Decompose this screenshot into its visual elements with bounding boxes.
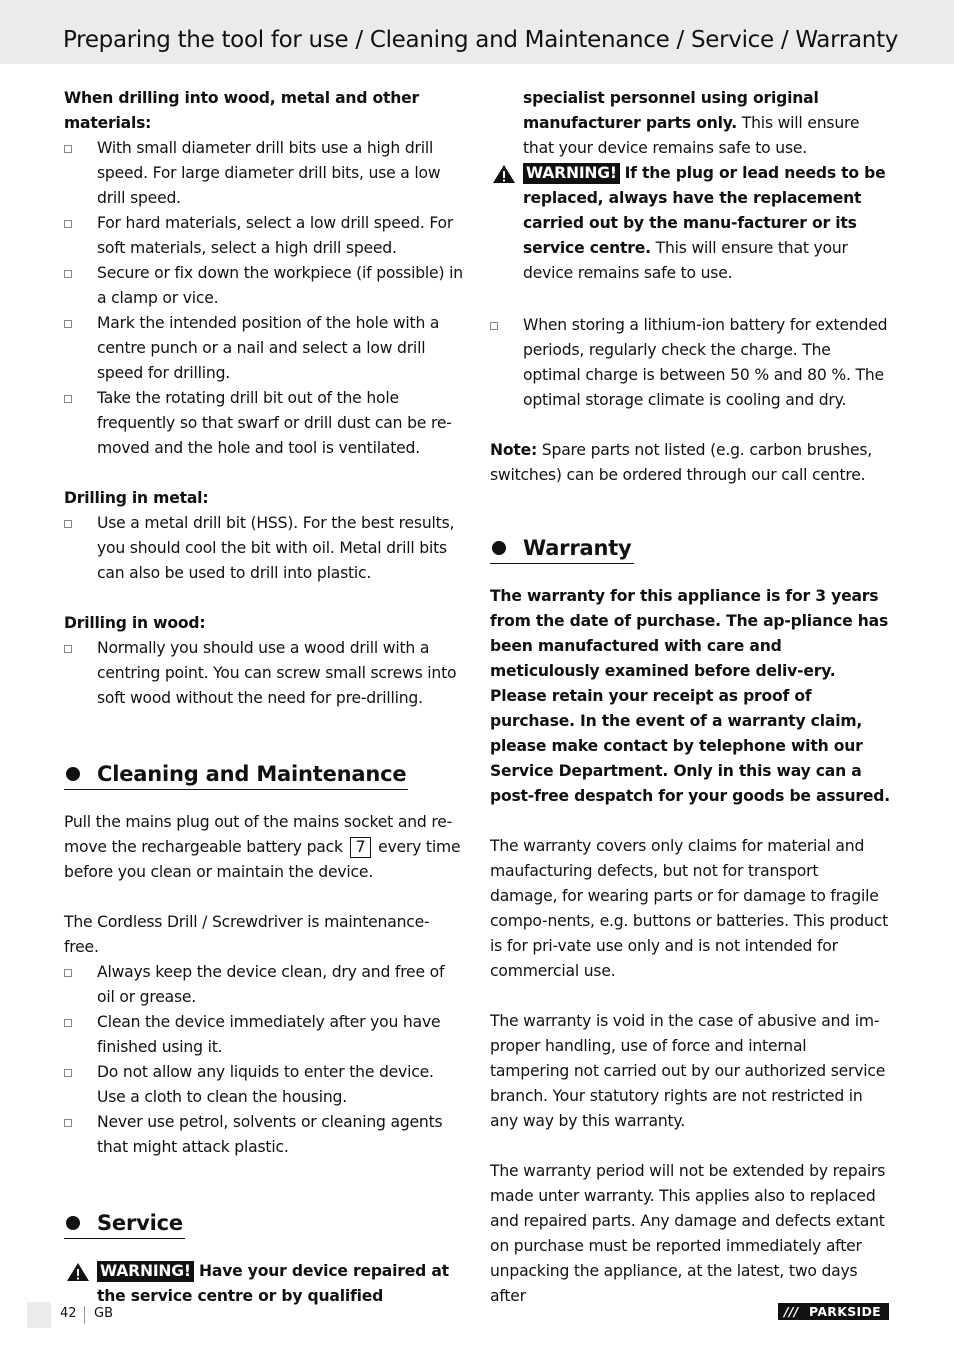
cleaning-paragraph: Pull the mains plug out of the mains socket and re-move the rechargeable battery pack 7 every time before you clean or maintain the device. xyxy=(64,813,461,881)
list-item: Normally you should use a wood drill with a centring point. You can screw small screws into soft wood without the need for pre-drilling. xyxy=(64,636,464,711)
page-number: 42 xyxy=(60,1306,77,1321)
checkbox-bullet-icon xyxy=(64,645,72,653)
checkbox-bullet-icon xyxy=(64,969,72,977)
storage-list xyxy=(490,313,890,413)
checkbox-bullet-icon xyxy=(64,1069,72,1077)
service-section-title: Service xyxy=(64,1208,185,1239)
metal-list xyxy=(64,511,464,586)
bullet-dot-icon xyxy=(492,541,506,555)
right-column xyxy=(490,86,890,1309)
warranty-section-title: Warranty xyxy=(490,533,634,564)
left-column xyxy=(64,86,464,1309)
list-item: For hard materials, select a low drill speed. For soft materials, select a high drill speed. xyxy=(64,211,464,261)
logo-stripes: /// xyxy=(784,1304,799,1319)
drilling-list xyxy=(64,136,464,461)
cleaning-section-title: Cleaning and Maintenance xyxy=(64,759,408,790)
checkbox-bullet-icon xyxy=(64,270,72,278)
list-item: Always keep the device clean, dry and free of oil or grease. xyxy=(64,960,464,1010)
bullet-dot-icon xyxy=(66,1216,80,1230)
page-title: Preparing the tool for use / Cleaning and Maintenance / Service / Warranty xyxy=(63,27,899,53)
list-item: Use a metal drill bit (HSS). For the best results, you should cool the bit with oil. Metal drill bits can also be used to drill into plastic. xyxy=(64,511,464,586)
checkbox-bullet-icon xyxy=(64,1119,72,1127)
checkbox-bullet-icon xyxy=(64,145,72,153)
language-code: GB xyxy=(94,1306,113,1321)
brand-logo xyxy=(778,1303,889,1320)
bullet-dot-icon xyxy=(66,767,80,781)
footer-tab xyxy=(27,1302,51,1328)
list-item: When storing a lithium-ion battery for extended periods, regularly check the charge. The optimal charge is between 50 % and 80 %. The optimal storage climate is cooling and dry. xyxy=(490,313,890,413)
warranty-paragraph-1: The warranty covers only claims for material and maufacturing defects, but not for transport damage, for wearing parts or for damage to fragile compo-nents, e.g. buttons or batteries. This product is for pri-vate use only and is not intended for commercial use. xyxy=(490,837,889,980)
note-paragraph: Note: Spare parts not listed (e.g. carbon brushes, switches) can be ordered through our call centre. xyxy=(490,441,873,484)
list-item: Do not allow any liquids to enter the device. Use a cloth to clean the housing. xyxy=(64,1060,464,1110)
checkbox-bullet-icon xyxy=(64,220,72,228)
list-item: With small diameter drill bits use a high drill speed. For large diameter drill bits, use a low drill speed. xyxy=(64,136,464,211)
part-reference-badge: 7 xyxy=(350,837,372,858)
list-item: Take the rotating drill bit out of the hole frequently so that swarf or drill dust can be re-moved and the hole and tool is ventilated. xyxy=(64,386,464,461)
service-continuation: specialist personnel using original manufacturer parts only. This will ensure that your device remains safe to use. xyxy=(523,89,860,157)
checkbox-bullet-icon xyxy=(490,322,498,330)
plug-warning: WARNING! If the plug or lead needs to be replaced, always have the replacement carried out by the manu-facturer or its service centre. This will ensure that your device remains safe to use. xyxy=(490,161,890,286)
checkbox-bullet-icon xyxy=(64,395,72,403)
warning-triangle-icon xyxy=(492,164,516,184)
service-warning: WARNING! Have your device repaired at the service centre or by qualified xyxy=(64,1259,464,1309)
page-header xyxy=(0,0,954,64)
cleaning-list xyxy=(64,960,464,1160)
list-item: Secure or fix down the workpiece (if possible) in a clamp or vice. xyxy=(64,261,464,311)
list-item: Never use petrol, solvents or cleaning agents that might attack plastic. xyxy=(64,1110,464,1160)
checkbox-bullet-icon xyxy=(64,320,72,328)
warning-label: WARNING! xyxy=(97,1261,194,1282)
list-item: Mark the intended position of the hole with a centre punch or a nail and select a low drill speed for drilling. xyxy=(64,311,464,386)
list-item: Clean the device immediately after you have finished using it. xyxy=(64,1010,464,1060)
warranty-paragraph-2: The warranty is void in the case of abusive and im-proper handling, use of force and internal tampering not carried out by our authorized service branch. Your statutory rights are not restricted in any way by this warranty. xyxy=(490,1012,886,1130)
drilling-heading: When drilling into wood, metal and other materials: xyxy=(64,89,420,132)
logo-text: PARKSIDE xyxy=(809,1304,881,1319)
warranty-bold-paragraph: The warranty for this appliance is for 3 years from the date of purchase. The ap-pliance has been manufactured with care and meticulously examined before deliv-ery. Please retain your receipt as proof of purchase. In the event of a warranty claim, please make contact by telephone with our Service Department. Only in this way can a post-free despatch for your goods be assured. xyxy=(490,587,890,805)
checkbox-bullet-icon xyxy=(64,520,72,528)
footer-divider xyxy=(84,1306,85,1324)
wood-heading: Drilling in wood: xyxy=(64,614,206,632)
metal-heading: Drilling in metal: xyxy=(64,489,209,507)
warning-label: WARNING! xyxy=(523,163,620,184)
warning-triangle-icon xyxy=(66,1262,90,1282)
warranty-paragraph-3: The warranty period will not be extended by repairs made unter warranty. This applies also to replaced and repaired parts. Any damage and defects extant on purchase must be reported immediately after unpacking the appliance, at the latest, two days after xyxy=(490,1162,886,1305)
maintenance-free-note: The Cordless Drill / Screwdriver is maintenance-free. xyxy=(64,913,430,956)
wood-list xyxy=(64,636,464,711)
checkbox-bullet-icon xyxy=(64,1019,72,1027)
